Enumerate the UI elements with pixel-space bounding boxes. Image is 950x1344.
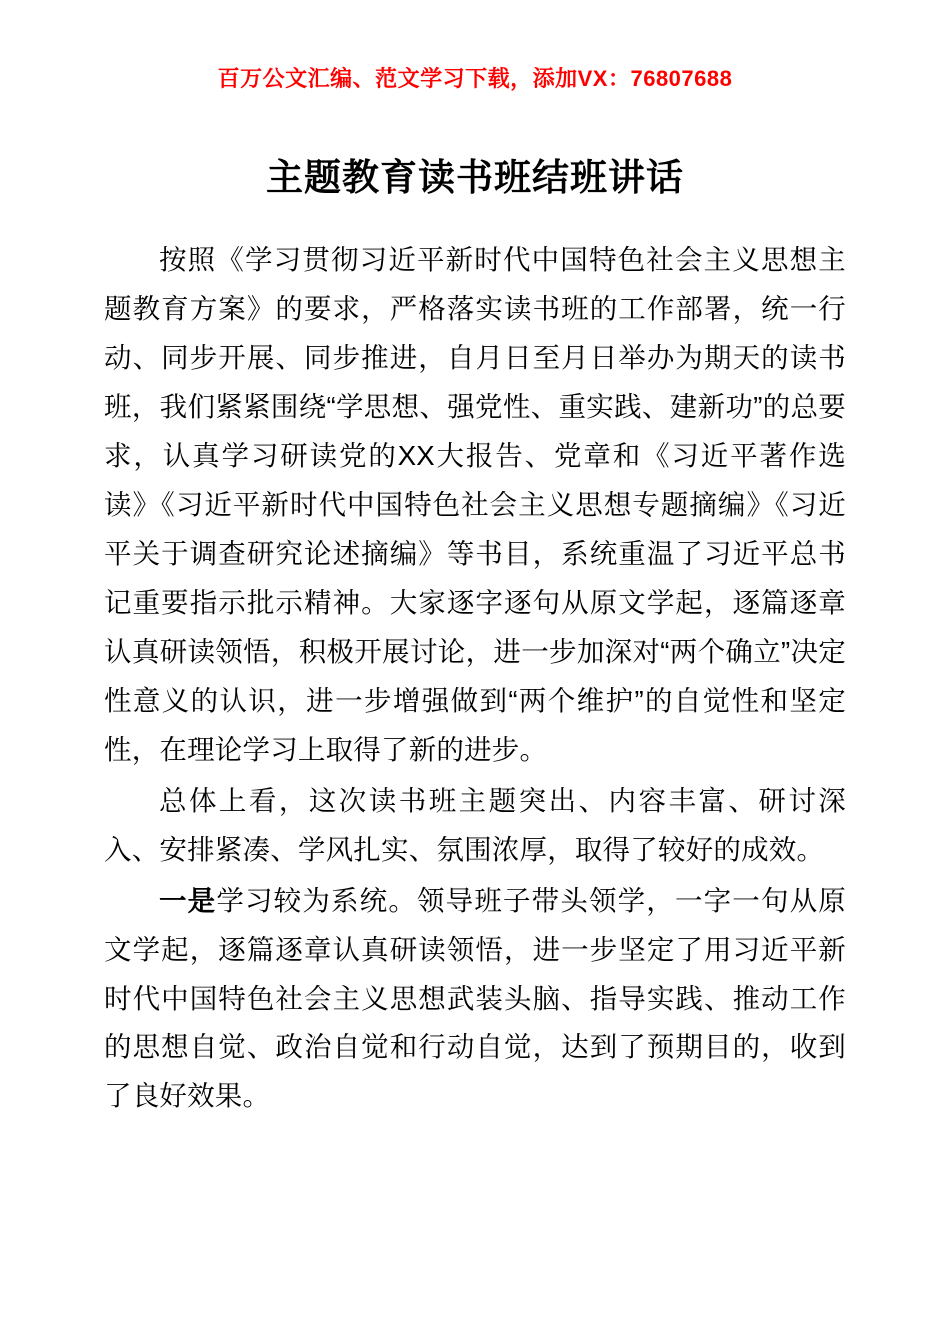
paragraph-1-text: 按照《学习贯彻习近平新时代中国特色社会主义思想主题教育方案》的要求，严格落实读书班的工作部署，统一行动、同步开展、同步推进，自月日至月日举办为期天的读书班，我们紧紧围绕“学思想、强党性、重实践、建新功”的总要求，认真学习研读党的XX大报告、党章和《习近平著作选读》《习近平新时代中国特色社会主义思想专题摘编》《习近平关于调查研究论述摘编》等书目，系统重温了习近平总书记重要指示批示精神。大家逐字逐句从原文学起，逐篇逐章认真研读领悟，积极开展讨论，进一步加深对“两个确立”决定性意义的认识，进一步增强做到“两个维护”的自觉性和坚定性，在理论学习上取得了新的进步。 xyxy=(104,244,846,765)
paragraph-2-text: 总体上看，这次读书班主题突出、内容丰富、研讨深入、安排紧凑、学风扎实、氛围浓厚，取得了较好的成效。 xyxy=(104,784,846,865)
document-body xyxy=(104,236,846,1121)
paragraph-2 xyxy=(104,777,846,875)
page-title: 主题教育读书班结班讲话 xyxy=(266,157,684,199)
paragraph-3 xyxy=(104,877,846,1122)
paragraph-1 xyxy=(104,236,846,774)
paragraph-3-lead: 一是 xyxy=(159,884,217,916)
paragraph-3-text: 学习较为系统。领导班子带头领学，一字一句从原文学起，逐篇逐章认真研读领悟，进一步坚定了用习近平新时代中国特色社会主义思想武装头脑、指导实践、推动工作的思想自觉、政治自觉和行动自觉，达到了预期目的，收到了良好效果。 xyxy=(104,884,846,1112)
promo-banner: 百万公文汇编、范文学习下载，添加VX：76807688 xyxy=(217,66,733,91)
